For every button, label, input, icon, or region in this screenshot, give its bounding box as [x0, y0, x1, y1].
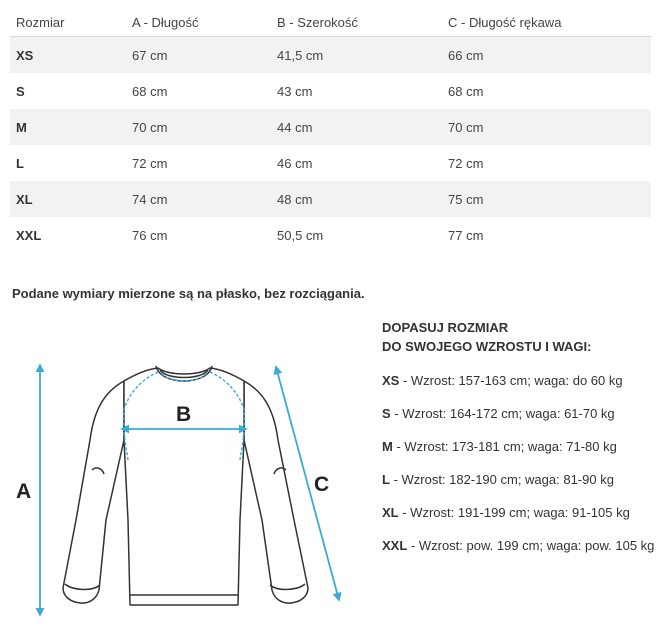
cell-size: XXL — [16, 227, 42, 243]
fit-text: - Wzrost: 164-172 cm; waga: 61-70 kg — [390, 406, 615, 421]
cell-size: S — [16, 83, 25, 99]
cell-width: 48 cm — [271, 181, 442, 217]
cell-length: 76 cm — [132, 227, 168, 243]
cell-size: XS — [10, 37, 126, 74]
cell-sleeve: 70 cm — [442, 109, 651, 145]
cell-size: M — [10, 109, 126, 145]
cell-length: 72 cm — [132, 155, 168, 171]
cell-sleeve: 75 cm — [442, 181, 651, 217]
cell-length: 70 cm — [126, 109, 271, 145]
fit-guide-item — [382, 404, 665, 437]
measurement-note: Podane wymiary mierzone są na płasko, bez rozciągania. — [12, 286, 365, 301]
cell-width: 43 cm — [277, 83, 313, 99]
fit-text: - Wzrost: 173-181 cm; waga: 71-80 kg — [392, 439, 617, 454]
cell-width: 44 cm — [271, 109, 442, 145]
fit-guide-item — [382, 536, 665, 569]
fit-guide-item — [382, 503, 665, 536]
fit-guide-title-line1: DOPASUJ ROZMIAR — [382, 320, 509, 335]
cell-width: 50,5 cm — [277, 227, 324, 243]
header-sleeve-length: C - Długość rękawa — [442, 8, 651, 37]
cell-sleeve: 77 cm — [448, 227, 484, 243]
fit-size: S — [382, 406, 391, 421]
fit-text: - Wzrost: 191-199 cm; waga: 91-105 kg — [398, 505, 630, 520]
cell-width: 41,5 cm — [271, 37, 442, 74]
table-row — [10, 109, 651, 145]
cell-size: L — [16, 155, 24, 171]
table-row — [10, 37, 651, 74]
label-a: A — [16, 480, 32, 503]
header-size: Rozmiar — [10, 8, 126, 37]
fit-size: XL — [382, 505, 399, 520]
fit-size: M — [382, 439, 393, 454]
cell-size: XL — [10, 181, 126, 217]
size-table — [10, 8, 651, 253]
cell-sleeve: 66 cm — [442, 37, 651, 74]
label-b: B — [176, 403, 192, 426]
cell-length: 68 cm — [132, 83, 168, 99]
fit-guide-title-line2: DO SWOJEGO WZROSTU I WAGI: — [382, 339, 592, 354]
header-width: B - Szerokość — [271, 8, 442, 37]
fit-size: XS — [382, 373, 400, 388]
fit-guide-item — [382, 437, 665, 470]
fit-guide-item — [382, 470, 665, 503]
fit-guide-title — [382, 318, 665, 356]
header-length: A - Długość — [126, 8, 271, 37]
table-row — [10, 181, 651, 217]
table-row — [10, 73, 651, 109]
shirt-diagram — [0, 345, 360, 626]
table-row — [10, 217, 651, 253]
shirt-outline — [63, 366, 308, 605]
fit-guide — [382, 318, 665, 569]
label-c: C — [314, 473, 330, 496]
cell-sleeve: 68 cm — [448, 83, 484, 99]
cell-length: 74 cm — [126, 181, 271, 217]
fit-size: XXL — [382, 538, 408, 553]
cell-sleeve: 72 cm — [448, 155, 484, 171]
table-row — [10, 145, 651, 181]
fit-text: - Wzrost: pow. 199 cm; waga: pow. 105 kg — [407, 538, 655, 553]
table-header-row — [10, 8, 651, 37]
fit-text: - Wzrost: 157-163 cm; waga: do 60 kg — [399, 373, 623, 388]
cell-length: 67 cm — [126, 37, 271, 74]
fit-text: - Wzrost: 182-190 cm; waga: 81-90 kg — [389, 472, 614, 487]
fit-guide-item — [382, 371, 665, 404]
fit-size: L — [382, 472, 390, 487]
cell-width: 46 cm — [277, 155, 313, 171]
